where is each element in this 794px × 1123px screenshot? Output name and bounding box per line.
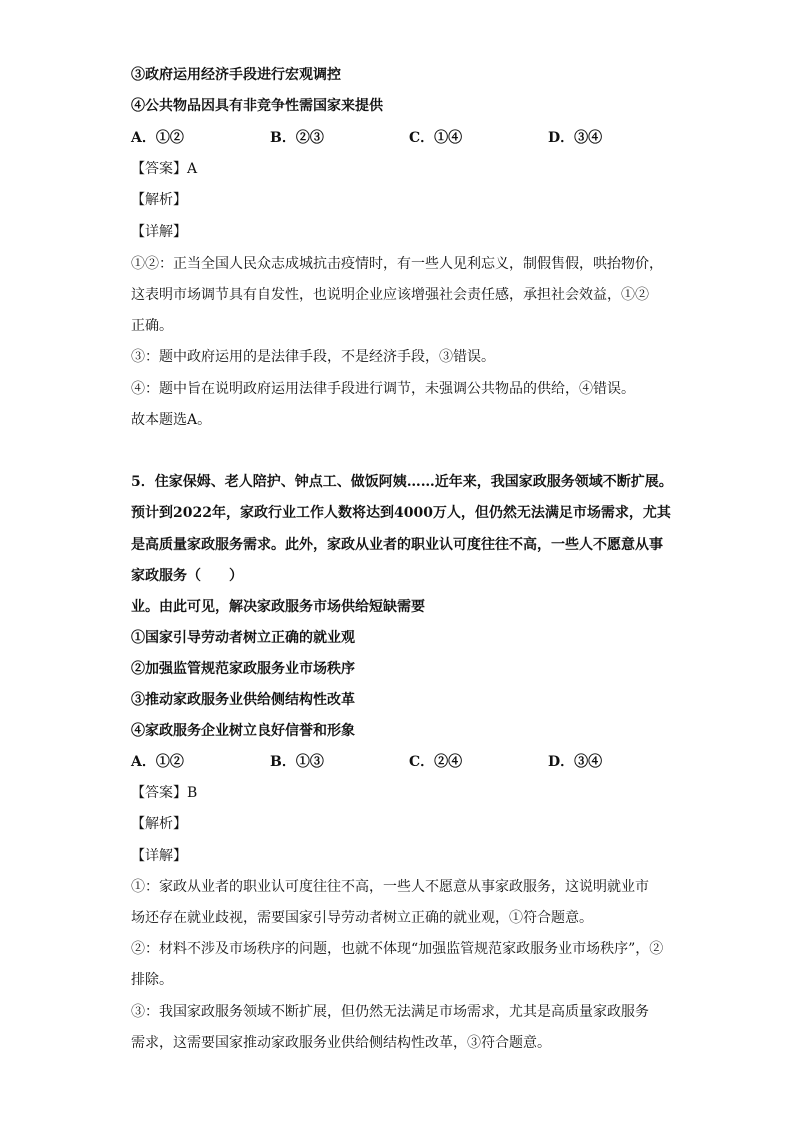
q5-stem-line-5: 业。由此可见，解决家政服务市场供给短缺需要 (131, 599, 425, 615)
q4-conclusion: 故本题选A。 (131, 412, 212, 428)
q5-analysis-heading: 【解析】 (131, 816, 187, 832)
q5-stem-line-2: 预计到2022年，家政行业工作人数将达到4000万人，但仍然无法满足市场需求，尤其 (131, 505, 671, 521)
q4-detail-heading: 【详解】 (131, 224, 187, 240)
q4-detail-1-line-1: ①②：正当全国人民众志成城抗击疫情时，有一些人见利忘义，制假售假，哄抬物价， (131, 256, 663, 272)
q5-option-c: C．②④ (409, 754, 463, 770)
q5-option-a: A．①② (131, 754, 184, 770)
q5-stem-line-4: 家政服务（ ） (131, 568, 243, 584)
q5-stem-line-1: 5．住家保姆、老人陪护、钟点工、做饭阿姨……近年来，我国家政服务领域不断扩展。 (131, 474, 673, 490)
q5-detail-3-line-1: ③：我国家政服务领域不断扩展，但仍然无法满足市场需求，尤其是高质量家政服务 (131, 1004, 649, 1020)
q5-detail-3-line-2: 需求，这需要国家推动家政服务业供给侧结构性改革，③符合题意。 (131, 1035, 551, 1051)
q5-option-d: D．③④ (548, 754, 603, 770)
q4-item-3: ③政府运用经济手段进行宏观调控 (131, 67, 341, 83)
q4-option-c: C．①④ (409, 130, 463, 146)
q4-detail-1-line-3: 正确。 (131, 318, 173, 334)
q4-detail-3: ④：题中旨在说明政府运用法律手段进行调节，未强调公共物品的供给，④错误。 (131, 381, 635, 397)
q4-option-a: A．①② (131, 130, 184, 146)
q4-option-d: D．③④ (548, 130, 603, 146)
q4-option-b: B．②③ (270, 130, 324, 146)
q5-detail-2-line-2: 排除。 (131, 972, 173, 988)
q4-analysis-heading: 【解析】 (131, 192, 187, 208)
q5-item-1: ①国家引导劳动者树立正确的就业观 (131, 630, 355, 646)
q5-detail-1-line-1: ①：家政从业者的职业认可度往往不高，一些人不愿意从事家政服务，这说明就业市 (131, 879, 649, 895)
q5-option-b: B．①③ (270, 754, 324, 770)
q4-answer: 【答案】A (131, 161, 198, 177)
q4-detail-1-line-2: 这表明市场调节具有自发性，也说明企业应该增强社会责任感，承担社会效益，①② (131, 287, 649, 303)
q5-detail-heading: 【详解】 (131, 848, 187, 864)
q5-item-3: ③推动家政服务业供给侧结构性改革 (131, 692, 355, 708)
q5-detail-1-line-2: 场还存在就业歧视，需要国家引导劳动者树立正确的就业观，①符合题意。 (131, 910, 593, 926)
q5-answer: 【答案】B (131, 785, 198, 801)
q5-item-2: ②加强监管规范家政服务业市场秩序 (131, 661, 355, 677)
q5-detail-2-line-1: ②：材料不涉及市场秩序的问题，也就不体现“加强监管规范家政服务业市场秩序”，② (131, 941, 664, 957)
q5-stem-line-3: 是高质量家政服务需求。此外，家政从业者的职业认可度往往不高，一些人不愿意从事 (131, 537, 663, 553)
q5-item-4: ④家政服务企业树立良好信誉和形象 (131, 723, 355, 739)
q4-item-4: ④公共物品因具有非竞争性需国家来提供 (131, 98, 383, 114)
q4-detail-2: ③：题中政府运用的是法律手段，不是经济手段，③错误。 (131, 349, 495, 365)
